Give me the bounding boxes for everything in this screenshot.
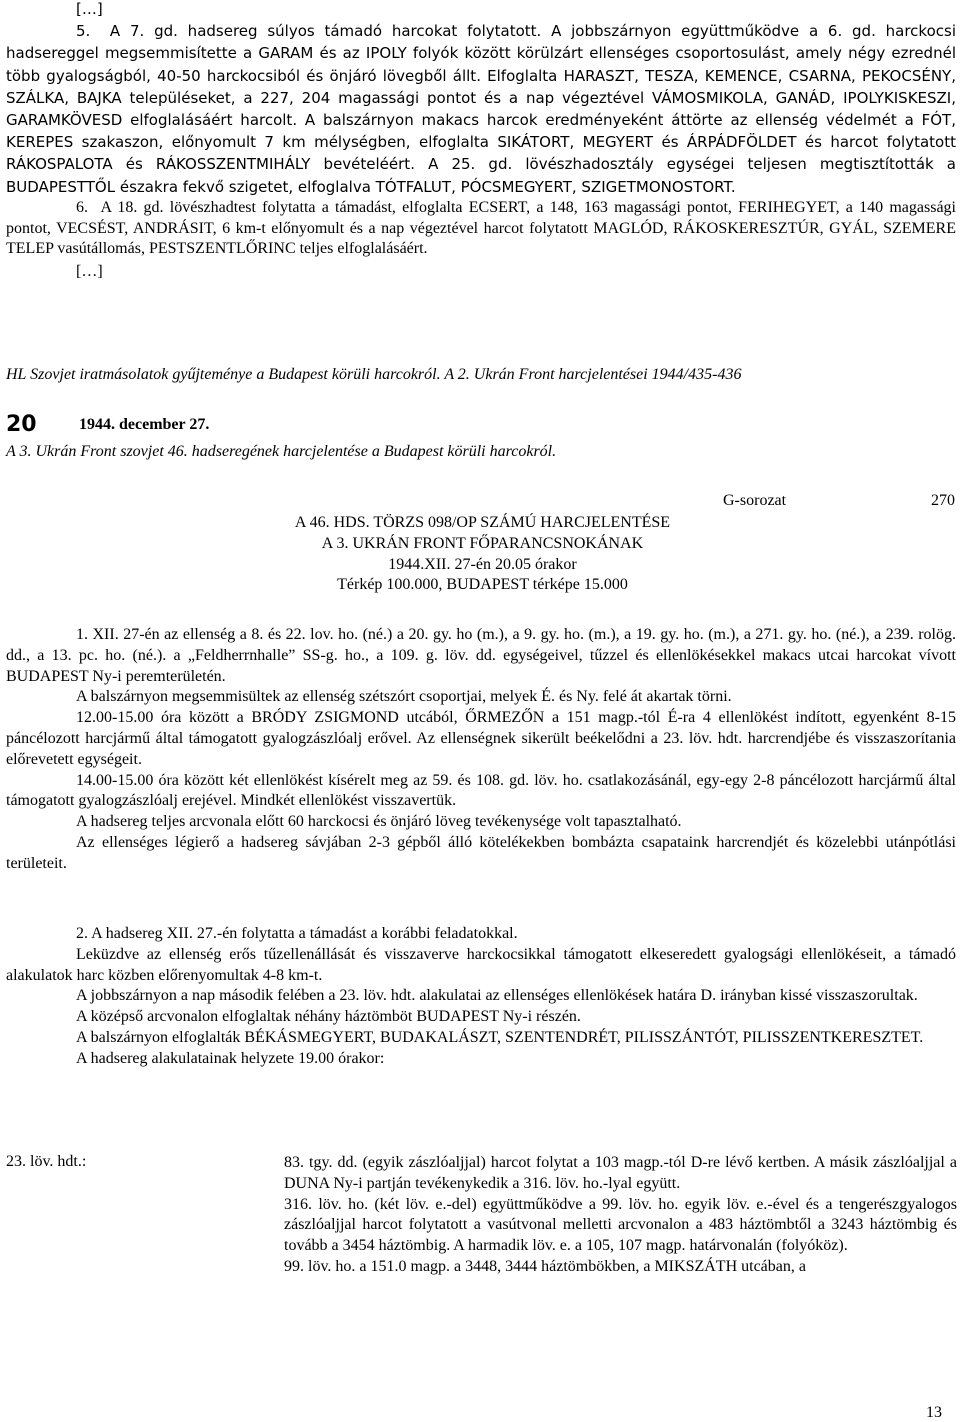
paragraph: 12.00-15.00 óra között a BRÓDY ZSIGMOND utcából, ŐRMEZŐN a 151 magp.-tól É-ra 4 ellenlökést indított, egyenként 8-15 páncélozott harcjármű által támogatott gyalogzászlóalj erővel. Az ellenségnek sikerült beékelődni a 23. löv. hdt. harcrendjébe és visszaszorítania előrevetett egységeit. — [6, 709, 956, 768]
series-number: 270 — [931, 492, 955, 509]
paragraph: Leküzdve az ellenség erős tűzellenállását és visszaverve harckocsikkal támogatott elkeseredett gyalogsági ellenlökéseit, a támadó alakulatok harc közben előrenyomultak 4-8 km-t. — [6, 945, 956, 984]
paragraph: 1. XII. 27-én az ellenség a 8. és 22. lov. ho. (né.) a 20. gy. ho (m.), a 9. gy. ho. (m.), a 19. gy. ho. (m.), a 271. gy. ho. (né.), a 239. rolög. dd., a 13. pc. ho. (né.). a „Feldherrnhalle” SS-g. ho., a 109. g. löv. dd. egységeivel, tűzzel és ellenlökésekkel makacs utcai harcokat vívott BUDAPEST Ny-i peremterületén. — [6, 626, 956, 685]
paragraph-item-6: 6. A 18. gd. lövészhadtest folytatta a támadást, elfoglalta ECSERT, a 148, 163 magassági pontot, FERIHEGYET, a 140 magassági pontot, VECSÉST, ANDRÁSIT, 6 km-t előnyomult és a nap végeztével harcot folytatott MAGLÓD, RÁKOSKERESZTÚR, GYÁL, SZEMERE TELEP vasútállomás, PESTSZENTLŐRINC teljes elfoglalásáért. — [6, 198, 956, 258]
header-line: A 46. HDS. TÖRZS 098/OP SZÁMÚ HARCJELENTÉSE — [294, 514, 671, 531]
document-date: 1944. december 27. — [79, 416, 210, 433]
unit-entry: 83. tgy. dd. (egyik zászlóaljjal) harcot folytat a 103 magp.-tól D-re lévő kertben. A másik zászlóaljjal a DUNA Ny-i partján tevékenykedik a 316. löv. ho.-lyal együtt. — [284, 1154, 957, 1192]
ellipsis-marker: […] — [76, 263, 103, 281]
ellipsis-marker: […] — [76, 0, 103, 18]
page-number: 13 — [926, 1404, 942, 1421]
paragraph: A balszárnyon elfoglalták BÉKÁSMEGYERT, BUDAKALÁSZT, SZENTENDRÉT, PILISSZÁNTÓT, PILISSZENTKERESZTET. — [76, 1028, 924, 1046]
header-line: A 3. UKRÁN FRONT FŐPARANCSNOKÁNAK — [321, 534, 644, 552]
unit-label: 23. löv. hdt.: — [6, 1153, 87, 1170]
source-note: HL Szovjet iratmásolatok gyűjteménye a Budapest körüli harcokról. A 2. Ukrán Front harcjelentései 1944/435-436 — [6, 366, 742, 383]
paragraph: A hadsereg alakulatainak helyzete 19.00 órakor: — [76, 1049, 385, 1067]
paragraph: A középső arcvonalon elfoglaltak néhány háztömböt BUDAPEST Ny-i részén. — [76, 1008, 581, 1026]
paragraph-item-5: 5. A 7. gd. hadsereg súlyos támadó harcokat folytatott. A jobbszárnyon együttműködve a 6. gd. harckocsi hadsereggel megsemmisítette a GARAM és az IPOLY folyók között körülzárt ellenséges csoportosulást, amely négy ezrednél több gyalogságból, 40-50 harckocsiból és önjáró lövegből állt. Elfoglalta HARASZT, TESZA, KEMENCE, CSARNA, PEKOCSÉNY, SZÁLKA, BAJKA településeket, a 227, 204 magassági pontot és a nap végeztével VÁMOSMIKOLA, GANÁD, IPOLYKISKESZI, GARAMKÖVESD elfoglalásáért harcolt. A balszárnyon makacs harcok eredményeként áttörte az ellenség védelmét a FÓT, KEREPES szakaszon, előnyomult 7 km mélységben, elfoglalta SIKÁTORT, MEGYERT és ÁRPÁDFÖLDET és harcot folytatott RÁKOSPALOTA és RÁKOSSZENTMIHÁLY bevételéért. A 25. gd. lövészhadosztály egységei teljesen megtisztították a BUDAPESTTŐL északra fekvő szigetet, elfoglalva TÓTFALUT, PÓCSMEGYERT, SZIGETMONOSTORT. — [6, 22, 956, 196]
paragraph: A hadsereg teljes arcvonala előtt 60 harckocsi és önjáró löveg tevékenysége volt tapasztalható. — [76, 813, 682, 831]
section-1 — [6, 625, 956, 875]
unit-entries — [284, 1153, 957, 1278]
document-subtitle: A 3. Ukrán Front szovjet 46. hadseregének harcjelentése a Budapest körüli harcokról. — [6, 443, 557, 460]
paragraph: 14.00-15.00 óra között két ellenlökést kísérelt meg az 59. és 108. gd. löv. ho. csatlakozásánál, egy-egy 2-8 páncélozott harcjármű által támogatott gyalogzászlóalj erejével. Mindkét ellenlökést visszavertük. — [6, 771, 956, 810]
section-2 — [6, 924, 956, 1070]
series-label: G-sorozat — [723, 492, 787, 509]
header-line: Térkép 100.000, BUDAPEST térképe 15.000 — [337, 576, 628, 594]
paragraph: A jobbszárnyon a nap második felében a 23. löv. hdt. alakulatai az ellenséges ellenlökések határa D. irányban kissé visszaszorultak. — [76, 987, 918, 1005]
top-text-block — [6, 0, 956, 283]
report-header — [246, 513, 719, 596]
unit-entry: 99. löv. ho. a 151.0 magp. a 3448, 3444 háztömbökben, a MIKSZÁTH utcában, a — [284, 1257, 806, 1275]
unit-entry: 316. löv. ho. (két löv. e.-del) együttműködve a 99. löv. ho. egyik löv. e.-ével és a tengerészgyalogos zászlóaljjal harcot folytatott a vasútvonal melletti arcvonalon a 483 háztömbtől a 3243 háztömbig és tovább a 3454 háztömbig. A harmadik löv. e. a 105, 107 magp. határvonalán (folyóköz). — [284, 1195, 957, 1255]
header-line: 1944.XII. 27-én 20.05 órakor — [388, 555, 577, 573]
paragraph: Az ellenséges légierő a hadsereg sávjában 2-3 gépből álló kötelékekben bombázta csapataink harcrendjét és közelebbi utánpótlási területeit. — [6, 833, 956, 872]
paragraph: A balszárnyon megsemmisültek az ellenség szétszórt csoportjai, melyek É. és Ny. felé át akartak törni. — [76, 688, 732, 706]
document-number: 20 — [6, 412, 37, 437]
paragraph: 2. A hadsereg XII. 27.-én folytatta a támadást a korábbi feladatokkal. — [76, 925, 518, 942]
